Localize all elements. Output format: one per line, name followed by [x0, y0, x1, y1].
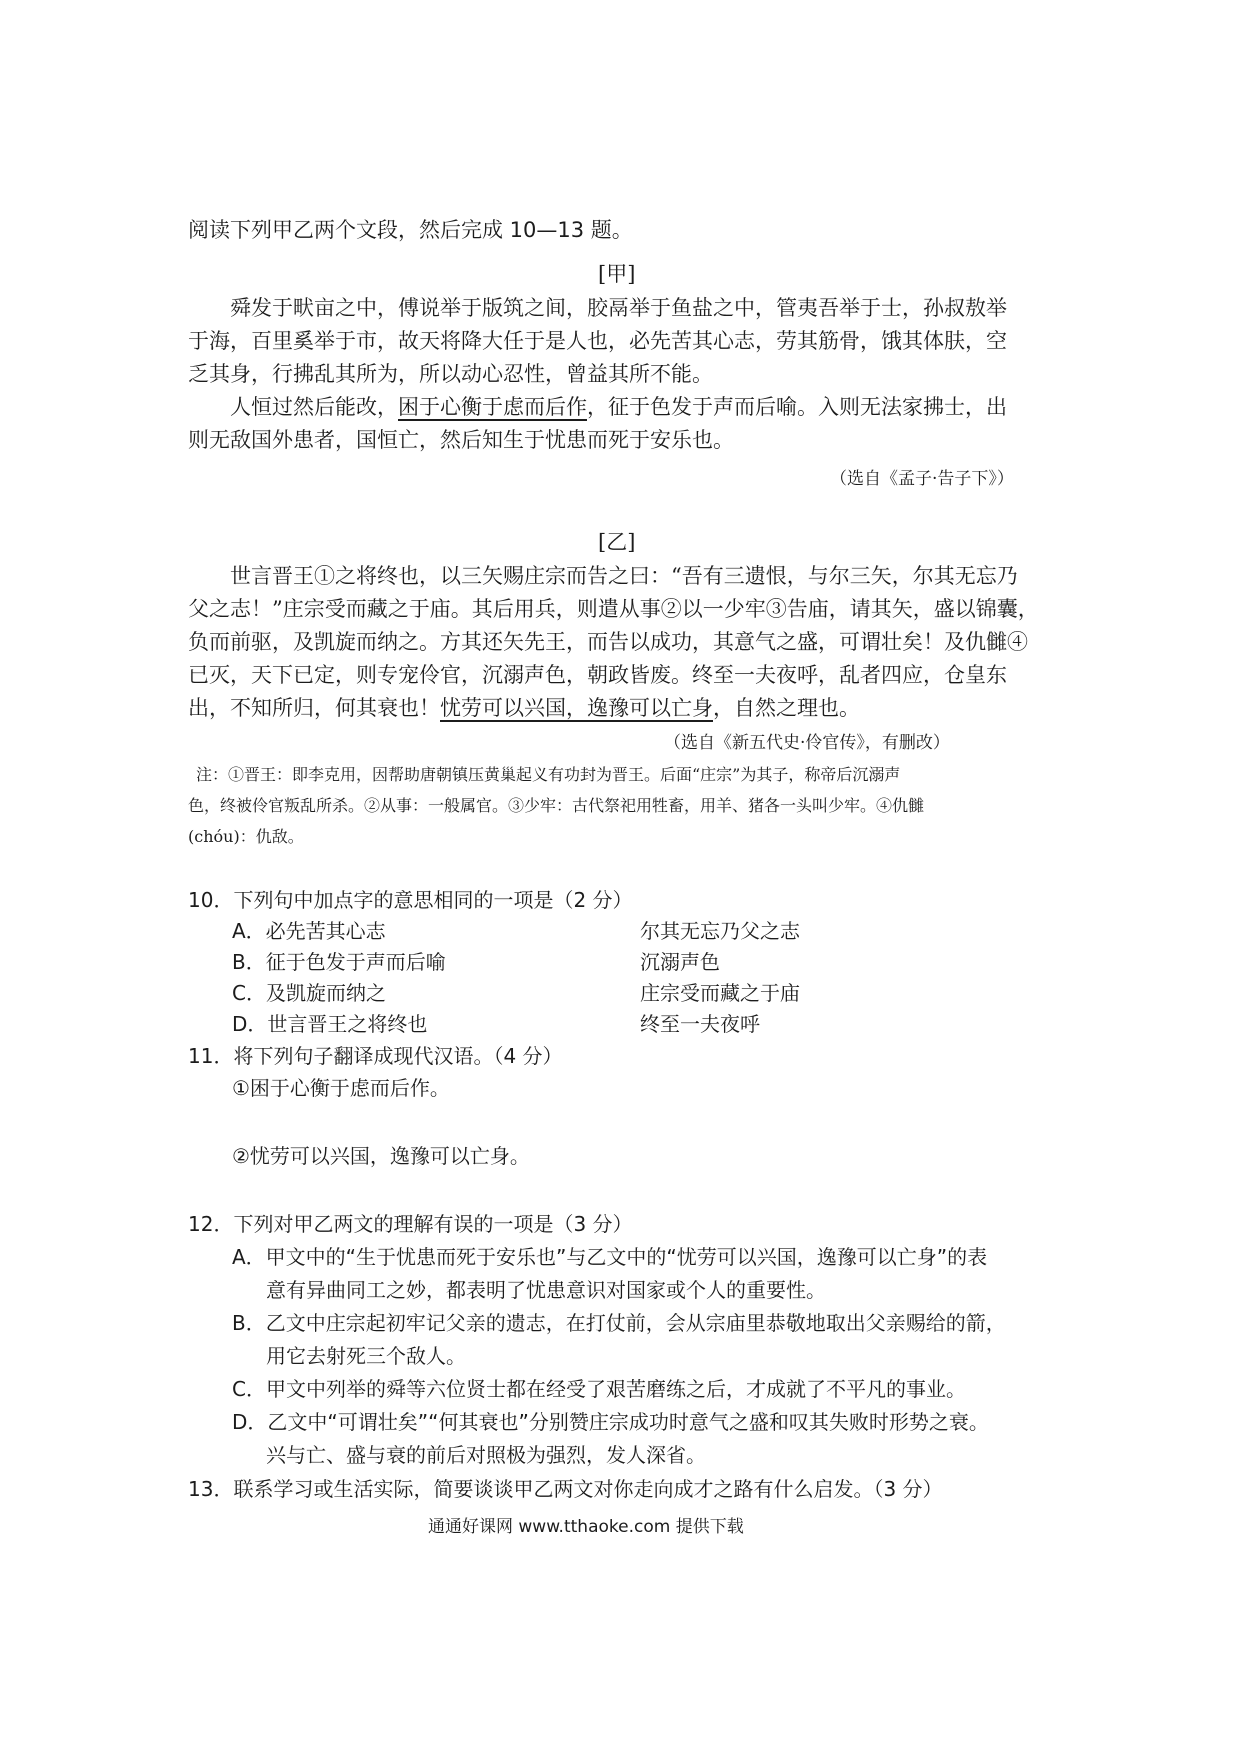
question-12-option-b-cont: 用它去射死三个敌人。 — [266, 1344, 466, 1368]
passage-jia-text: ，征于色发于声而后喻。入则无法家拂士，出 — [587, 395, 1007, 419]
underlined-sentence: 困于心衡于虑而后作 — [398, 395, 587, 419]
passage-yi-line: 已灭，天下已定，则专宠伶官，沉溺声色，朝政皆废。终至一夫夜呼，乱者四应，仓皇东 — [188, 663, 1007, 687]
passage-yi-source: （选自《新五代史·伶官传》，有删改） — [664, 733, 950, 753]
question-10-option-left: C．及凯旋而纳之 — [232, 981, 386, 1005]
passage-jia-line: 则无敌国外患者，国恒亡，然后知生于忧患而死于安乐也。 — [188, 428, 734, 452]
passage-jia-line: 舜发于畎亩之中，傅说举于版筑之间，胶鬲举于鱼盐之中，管夷吾举于士，孙叔敖举 — [230, 296, 1007, 320]
question-10-option-right: 尔其无忘乃父之志 — [640, 919, 800, 943]
question-11-item: ②忧劳可以兴国，逸豫可以亡身。 — [232, 1144, 530, 1168]
passage-note-line: 色，终被伶官叛乱所杀。②从事：一般属官。③少牢：古代祭祀用牲畜，用羊、猪各一头叫少牢。④仇雠 — [188, 796, 925, 815]
passage-jia-heading: [甲] — [598, 262, 636, 286]
question-12-option-a-cont: 意有异曲同工之妙，都表明了忧患意识对国家或个人的重要性。 — [266, 1278, 826, 1302]
passage-yi-line: 世言晋王①之将终也，以三矢赐庄宗而告之曰：“吾有三遗恨，与尔三矢，尔其无忘乃 — [230, 564, 1018, 588]
question-12-option-c: C．甲文中列举的舜等六位贤士都在经受了艰苦磨练之后，才成就了不平凡的事业。 — [232, 1377, 966, 1401]
passage-yi-heading: [乙] — [598, 530, 636, 554]
question-11-item: ①困于心衡于虑而后作。 — [232, 1076, 450, 1100]
passage-yi-line: 负而前驱，及凯旋而纳之。方其还矢先王，而告以成功，其意气之盛，可谓壮矣！及仇雠④ — [188, 630, 1028, 654]
passage-yi-line-5 — [188, 692, 1054, 725]
question-11-stem: 11．将下列句子翻译成现代汉语。（4 分） — [188, 1044, 563, 1068]
question-10-option-right: 庄宗受而藏之于庙 — [640, 981, 800, 1005]
question-10-option-left: B．征于色发于声而后喻 — [232, 950, 446, 974]
passage-jia-line: 于海，百里奚举于市，故天将降大任于是人也，必先苦其心志，劳其筋骨，饿其体肤，空 — [188, 329, 1007, 353]
passage-jia — [188, 292, 1054, 457]
passage-jia-source: （选自《孟子·告子下》） — [830, 469, 1014, 489]
underlined-sentence: 忧劳可以兴国，逸豫可以亡身 — [440, 696, 713, 720]
question-13-stem: 13．联系学习或生活实际，简要谈谈甲乙两文对你走向成才之路有什么启发。（3 分） — [188, 1477, 943, 1501]
page-footer: 通通好课网 www.tthaoke.com 提供下载 — [428, 1517, 744, 1537]
question-10-option-left: D．世言晋王之将终也 — [232, 1012, 428, 1036]
question-12-option-b: B．乙文中庄宗起初牢记父亲的遗志，在打仗前，会从宗庙里恭敬地取出父亲赐给的箭， — [232, 1311, 1006, 1335]
question-10-option-left: A．必先苦其心志 — [232, 919, 386, 943]
question-12-option-a: A．甲文中的“生于忧患而死于安乐也”与乙文中的“忧劳可以兴国，逸豫可以亡身”的表 — [232, 1245, 988, 1269]
passage-note-line: (chóu)：仇敌。 — [188, 827, 304, 846]
passage-yi-text: ，自然之理也。 — [713, 696, 860, 720]
passage-yi-text: 出，不知所归，何其衰也！ — [188, 696, 440, 720]
passage-yi-line: 父之志！”庄宗受而藏之于庙。其后用兵，则遣从事②以一少牢③告庙，请其矢，盛以锦囊， — [188, 597, 1039, 621]
question-12-stem: 12．下列对甲乙两文的理解有误的一项是（3 分） — [188, 1212, 633, 1236]
reading-instruction: 阅读下列甲乙两个文段，然后完成 10—13 题。 — [188, 218, 633, 242]
question-10-option-right: 终至一夫夜呼 — [640, 1012, 760, 1036]
passage-note-line: 注：①晋王：即李克用，因帮助唐朝镇压黄巢起义有功封为晋王。后面“庄宗”为其子，称帝后沉溺声 — [196, 765, 901, 784]
question-12-option-d-cont: 兴与亡、盛与衰的前后对照极为强烈，发人深省。 — [266, 1443, 706, 1467]
question-10-stem: 10．下列句中加点字的意思相同的一项是（2 分） — [188, 888, 633, 912]
passage-yi — [188, 560, 1054, 725]
passage-jia-paragraph-2 — [188, 391, 1054, 424]
question-12-option-d: D．乙文中“可谓壮矣”“何其衰也”分别赞庄宗成功时意气之盛和叹其失败时形势之衰。 — [232, 1410, 989, 1434]
passage-jia-text: 人恒过然后能改， — [230, 395, 398, 419]
passage-jia-line: 乏其身，行拂乱其所为，所以动心忍性，曾益其所不能。 — [188, 362, 713, 386]
question-10-option-right: 沉溺声色 — [640, 950, 720, 974]
